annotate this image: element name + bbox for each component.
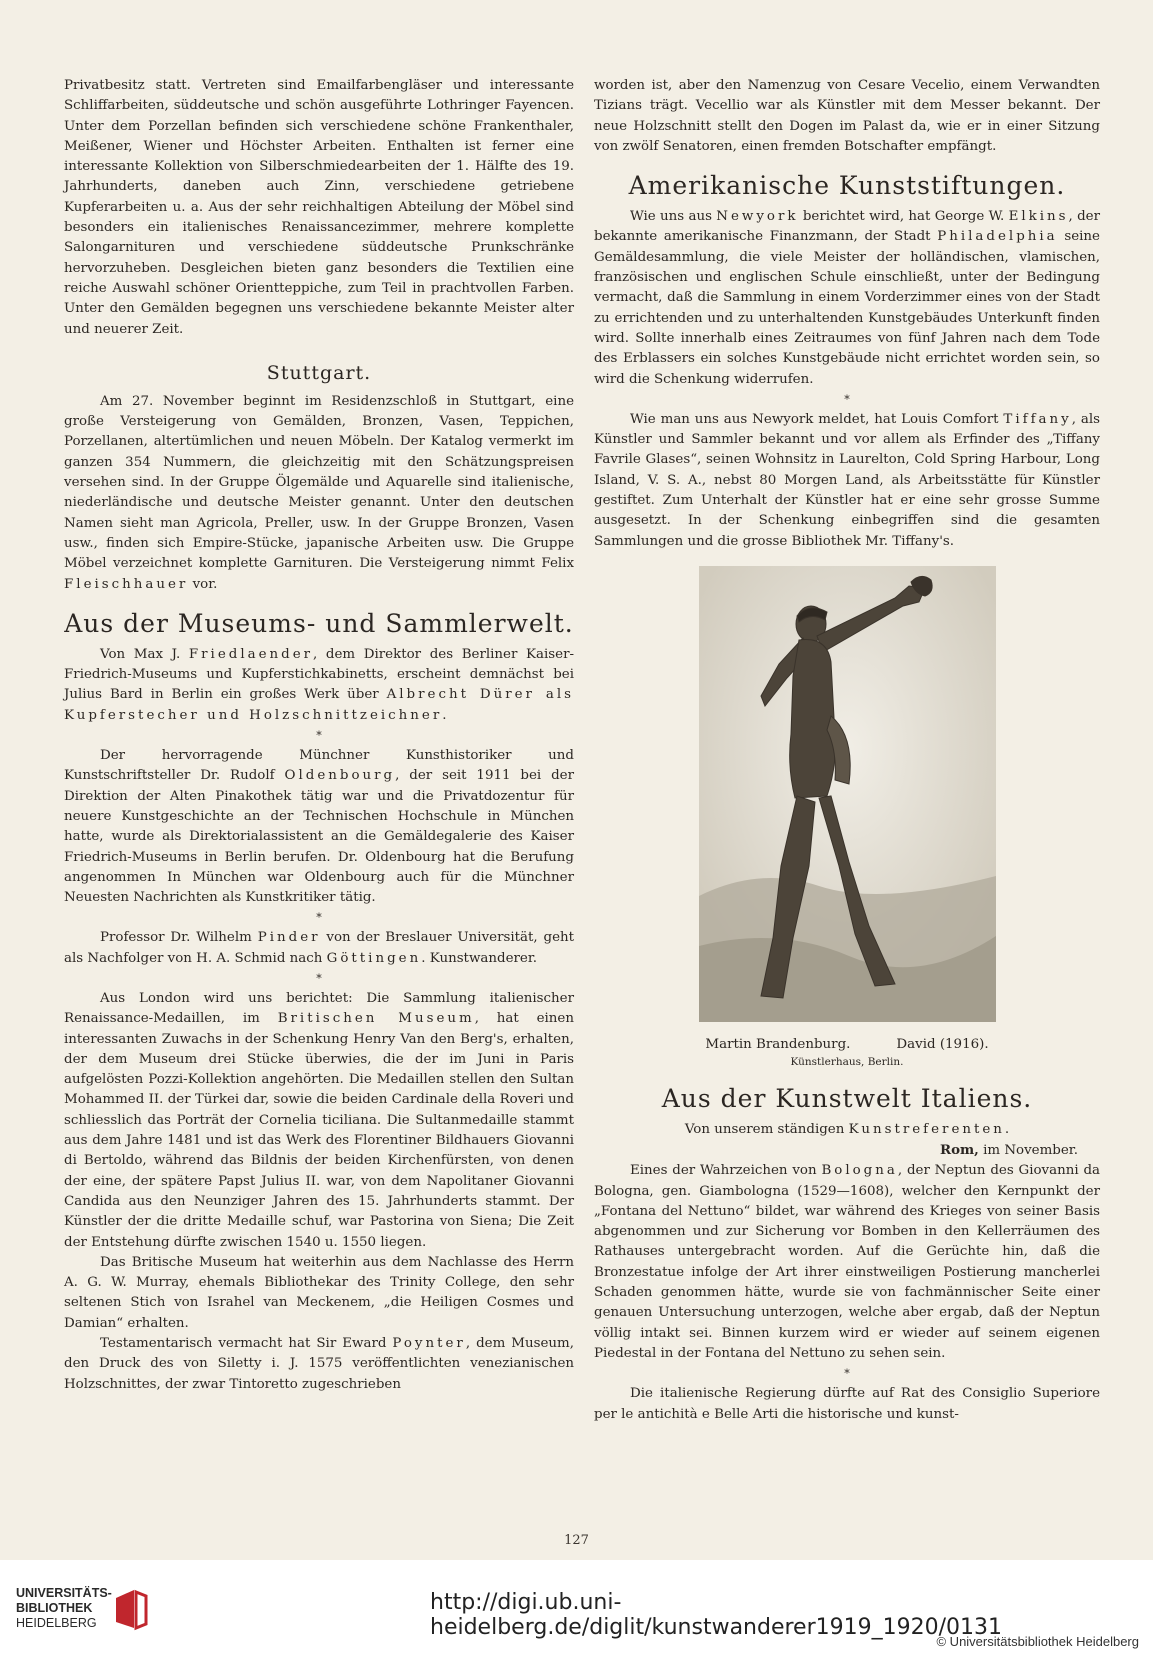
library-logo-icon[interactable] — [112, 1586, 150, 1632]
heading-museums-sammlerwelt: Aus der Museums- und Sammlerwelt. — [64, 608, 574, 638]
heading-kunstwelt-italiens: Aus der Kunstwelt Italiens. — [661, 1083, 1033, 1113]
right-paragraph-elkins: Wie uns aus Newyork berichtet wird, hat George W. Elkins, der bekannte amerikanische Finanzmann, der Stadt Philadelphia seine Gemäldesammlung, die viele Meister der holländischen, vlamischen, französischen und englischen Schule einschließt, unter der Bedingung vermacht, daß die Sammlung in einem Vorderzimmer eines von der Stadt zu errichtenden und zu unterhaltenden Kunstgebäudes Unterkunft finden wird. Sollte innerhalb eines Zeitraumes von fünf Jahren nach dem Tode des Erblassers ein solches Kunstgebäude nicht errichtet worden sein, so wird die Schenkung widerrufen. — [594, 209, 1100, 387]
document-url-link[interactable]: http://digi.ub.uni-heidelberg.de/diglit/kunstwanderer1919_1920/0131 — [430, 1590, 1003, 1640]
separator-star: * — [844, 392, 850, 406]
left-paragraph-pinder: Professor Dr. Wilhelm Pinder von der Breslauer Universität, geht als Nachfolger von H. A. Schmid nach Göttingen. Kunstwanderer. — [64, 930, 574, 966]
sculpture-photograph — [699, 566, 996, 1022]
separator-star: * — [316, 729, 322, 743]
left-paragraph-friedlaender: Von Max J. Friedlaender, dem Direktor des Berliner Kaiser-Friedrich-Museums und Kupferstichkabinetts, erscheint demnächst bei Julius Bard in Berlin ein großes Werk über Albrecht Dürer als Kupferstecher und Holzschnittzeichner. — [64, 646, 575, 723]
right-column — [594, 76, 1100, 1425]
right-paragraph-1: worden ist, aber den Namenzug von Cesare Vecelio, einem Verwandten Tizians trägt. Vecellio war als Künstler mit dem Messer bekannt. Der neue Holzschnitt stellt den Dogen im Palast da, wie er in einer Sitzung von zwölf Senatoren, einen fremden Botschafter empfängt. — [594, 78, 1100, 154]
left-paragraph-poynter: Testamentarisch vermacht hat Sir Eward Poynter, dem Museum, den Druck des von Siletty i. J. 1575 veröffentlichten venezianischen Holzschnittes, der zwar Tintoretto zugeschrieben — [64, 1336, 574, 1392]
footer-bar — [0, 1560, 1153, 1657]
heading-amerikanische-kunststiftungen: Amerikanische Kunststiftungen. — [628, 171, 1066, 201]
heading-stuttgart: Stuttgart. — [266, 361, 372, 384]
left-paragraph-murray: Das Britische Museum hat weiterhin aus dem Nachlasse des Herrn A. G. W. Murray, ehemals Bibliothekar des Trinity College, den sehr seltenen Stich von Israhel van Meckenem, „die Heiligen Cosmes und Damian“ erhalten. — [64, 1254, 574, 1331]
library-logo-text[interactable]: UNIVERSITÄTS- BIBLIOTHEK HEIDELBERG — [16, 1586, 112, 1630]
left-paragraph-stuttgart: Am 27. November beginnt im Residenzschloß in Stuttgart, eine große Versteigerung von Gemälden, Bronzen, Vasen, Teppichen, Porzellanen, altertümlichen und neuen Möbeln. Der Katalog vermerkt im ganzen 354 Nummern, die gleichzeitig mit den Schätzungspreisen versehen sind. In der Gruppe Ölgemälde und Aquarelle sind italienische, niederländische und deutsche Meister genannt. Unter den deutschen Namen sieht man Agricola, Preller, usw. In der Gruppe Bronzen, Vasen usw., finden sich Empire-Stücke, japanische Arbeiten usw. Die Gruppe Möbel verzeichnet komplette Garnituren. Die Versteigerung nimmt Felix Fleischhauer vor. — [64, 393, 574, 592]
copyright-notice: © Universitätsbibliothek Heidelberg — [936, 1634, 1139, 1649]
byline: Von unserem ständigen Kunstreferenten. — [684, 1121, 1010, 1137]
separator-star: * — [316, 971, 322, 985]
left-paragraph-oldenbourg: Der hervorragende Münchner Kunsthistoriker und Kunstschriftsteller Dr. Rudolf Oldenbourg, der seit 1911 bei der Direktion der Alten Pinakothek tätig war und die Privatdozentur für neuere Kunstgeschichte an der Technischen Hochschule in München hatte, wurde als Direktorialassistent an die Gemäldegalerie des Kaiser Friedrich-Museums in Berlin berufen. Dr. Oldenbourg hat die Berufung angenommen In München war Oldenbourg auch für die Münchner Neuesten Nachrichten als Kunstkritiker tätig. — [64, 748, 574, 906]
figure-subcaption: Künstlerhaus, Berlin. — [790, 1055, 904, 1068]
caption-title: David (1916). — [896, 1036, 989, 1052]
right-paragraph-neptun: Eines der Wahrzeichen von Bologna, der Neptun des Giovanni da Bologna, gen. Giambologna (1529—1608), welcher den Kernpunkt der „Fontana del Nettuno“ bildet, war während des Krieges von seiner Basis abgenommen und zur Sicherung vor Bomben in den Kellerräumen des Rathauses untergebracht worden. Auf die Gerüchte hin, daß die Bronzestatue infolge der Art ihrer einstweiligen Postierung mancherlei Schaden genommen hätte, wurde sie von fachmännischer Seite einer genauen Untersuchung unterzogen, welche aber ergab, daß der Neptun völlig intakt sei. Binnen kurzem wird er wieder auf seinem eigenen Piedestal in der Fontana del Nettuno zu sehen sein. — [594, 1163, 1100, 1361]
left-paragraph-london: Aus London wird uns berichtet: Die Sammlung italienischer Renaissance-Medaillen, im Britischen Museum, hat einen interessanten Zuwachs in der Schenkung Henry Van den Berg's, erhalten, der dem Museum drei Stücke überwies, die der im Juni in Paris aufgelösten Pozzi-Kollektion angehörten. Die Medaillen stellen den Sultan Mohammed II. der Türkei dar, sowie die beiden Cardinale della Roveri und schliesslich das Porträt der Cornelia ticiliana. Die Sultanmedaille stammt aus dem Jahre 1481 und ist das Werk des Florentiner Bildhauers Giovanni di Bertoldo, während das Bildnis der beiden Kirchenfürsten, von denen der eine, der spätere Papst Julius II. war, von dem Napolitaner Giovanni Candida aus den Neunziger Jahren des 15. Jahrhunderts stammt. Der Künstler der die dritte Medaille schuf, war Pastorina von Siena; Die Zeit der Entstehung dürfte zwischen 1540 u. 1550 liegen. — [64, 990, 574, 1250]
dateline: Rom, im November. — [939, 1141, 1078, 1158]
left-paragraph-1: Privatbesitz statt. Vertreten sind Emailfarbengläser und interessante Schliffarbeiten, süddeutsche und schön ausgeführte Lothringer Fayencen. Unter dem Porzellan befinden sich verschiedene schöne Frankenthaler, Meißener, Wiener und Höchster Arbeiten. Enthalten ist ferner eine interessante Kollektion von Silberschmiedearbeiten der 1. Hälfte des 19. Jahrhunderts, daneben auch Zinn, verschiedene getriebene Kupferarbeiten u. a. Aus der sehr reichhaltigen Abteilung der Möbel sind besonders ein italienisches Renaissancezimmer, mehrere komplette Salongarnituren und verschiedene süddeutsche Prunkschränke hervorzuheben. Desgleichen bieten ganz besonders die Textilien eine reiche Auswahl schöner Orientteppiche, zum Teil in prachtvollen Farben. Unter den Gemälden begegnen uns verschiedene bekannte Meister alter und neuerer Zeit. — [64, 78, 574, 337]
caption-artist: Martin Brandenburg. — [705, 1036, 851, 1052]
page-number: 127 — [564, 1533, 589, 1548]
right-paragraph-regierung: Die italienische Regierung dürfte auf Rat des Consiglio Superiore per le antichità e Belle Arti die historische und kunst- — [594, 1386, 1100, 1422]
sculpture-illustration — [699, 566, 996, 1022]
right-paragraph-tiffany: Wie man uns aus Newyork meldet, hat Louis Comfort Tiffany, als Künstler und Sammler bekannt und vor allem als Erfinder des „Tiffany Favrile Glases“, seinen Wohnsitz in Laurelton, Cold Spring Harbour, Long Island, V. S. A., nebst 80 Morgen Land, als Arbeitsstätte für Künstler gestiftet. Zum Unterhalt der Künstler hat er eine sehr grosse Summe ausgesetzt. In der Schenkung einbegriffen sind die gesamten Sammlungen und die grosse Bibliothek Mr. Tiffany's. — [594, 411, 1100, 549]
figure-caption — [594, 1036, 1100, 1054]
left-column — [64, 76, 574, 1395]
figure-david-sculpture — [594, 566, 1100, 1070]
separator-star: * — [316, 911, 322, 925]
separator-star: * — [844, 1367, 850, 1381]
